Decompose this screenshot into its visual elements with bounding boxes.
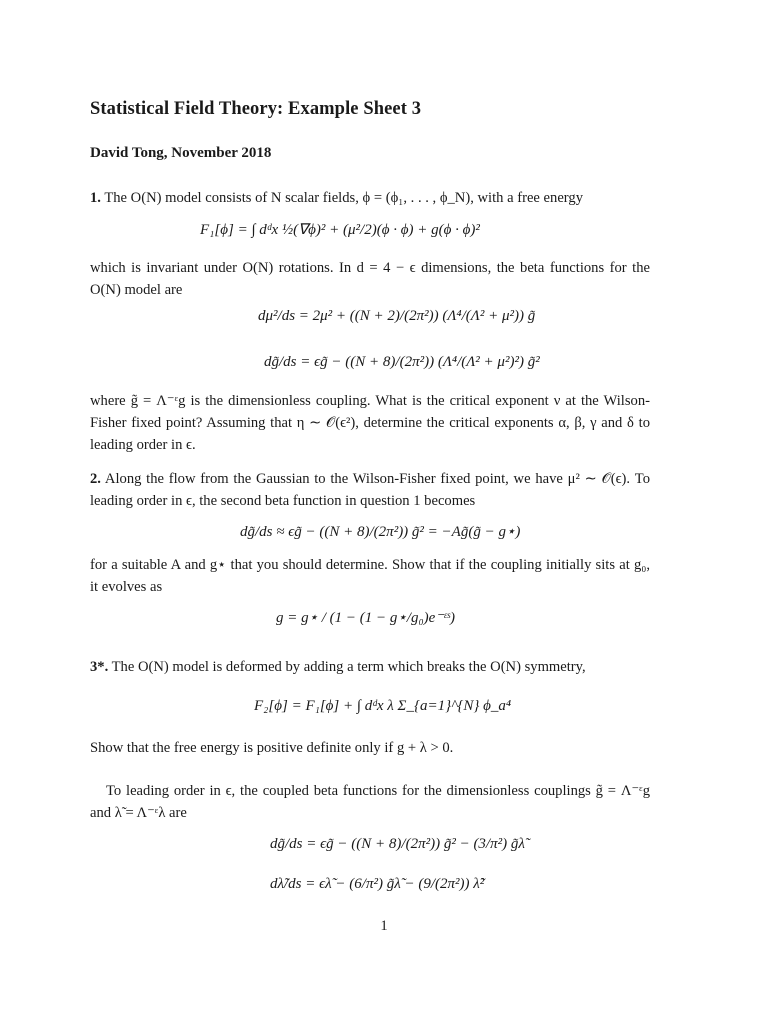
q3-text-1-content: The O(N) model is deformed by adding a term which breaks the O(N) symmetry, bbox=[111, 659, 586, 675]
q3-eq-beta-g: dg̃/ds = ϵg̃ − ((N + 8)/(2π²)) g̃² − (3/π²) g̃λ̃ bbox=[270, 836, 525, 852]
q2-text-1-content: Along the flow from the Gaussian to the Wilson-Fisher fixed point, we have μ² ∼ 𝒪(ϵ). To leading order in ϵ, the second beta function in question 1 becomes bbox=[90, 471, 651, 509]
q1-intro bbox=[90, 187, 650, 209]
q1-eq-beta-g: dg̃/ds = ϵg̃ − ((N + 8)/(2π²)) (Λ⁴/(Λ² + μ²)²) g̃² bbox=[264, 354, 540, 370]
author-line: David Tong, November 2018 bbox=[90, 145, 272, 161]
q2-text-2: for a suitable A and g⋆ that you should determine. Show that if the coupling initially sits at g₀, it evolves as bbox=[90, 557, 650, 595]
q1-number: 1. bbox=[90, 190, 101, 206]
q1-intro-text: The O(N) model consists of N scalar fields, ϕ = (ϕ₁, . . . , ϕ_N), with a free energy bbox=[104, 190, 583, 206]
q2-number: 2. bbox=[90, 471, 101, 487]
q1-eq-free-energy: F₁[ϕ] = ∫ dᵈx ½(∇ϕ)² + (μ²/2)(ϕ · ϕ) + g(ϕ · ϕ)² bbox=[200, 222, 480, 238]
q1-text-1: which is invariant under O(N) rotations. In d = 4 − ϵ dimensions, the beta functions for the O(N) model are bbox=[90, 260, 650, 298]
q3-eq-free-energy: F₂[ϕ] = F₁[ϕ] + ∫ dᵈx λ Σ_{a=1}^{N} ϕ_a⁴ bbox=[254, 698, 512, 714]
page-title: Statistical Field Theory: Example Sheet 3 bbox=[90, 99, 422, 119]
q3-text-1 bbox=[90, 656, 650, 678]
q2-eq-beta: dg̃/ds ≈ ϵg̃ − ((N + 8)/(2π²)) g̃² = −Ag̃(g̃ − g⋆) bbox=[240, 524, 521, 540]
q1-text-2: where g̃ = Λ⁻ᵋg is the dimensionless coupling. What is the critical exponent ν at the Wilson-Fisher fixed point? Assuming that η ∼ 𝒪(ϵ²), determine the critical exponents α, β, γ and δ to leading order in ϵ. bbox=[90, 393, 650, 453]
q3-number: 3*. bbox=[90, 659, 109, 675]
q2-text-1 bbox=[90, 468, 650, 512]
page-number: 1 bbox=[380, 918, 388, 934]
q3-eq-beta-lambda: dλ̃/ds = ϵλ̃ − (6/π²) g̃λ̃ − (9/(2π²)) λ̃² bbox=[270, 876, 485, 892]
q2-eq-flow: g = g⋆ / (1 − (1 − g⋆/g₀)e⁻ᵋˢ) bbox=[276, 610, 455, 626]
q3-text-2: Show that the free energy is positive definite only if g + λ > 0. bbox=[90, 740, 454, 756]
q3-text-3: To leading order in ϵ, the coupled beta functions for the dimensionless couplings g̃ = Λ⁻ᵋg and λ̃ = Λ⁻ᵋλ are bbox=[90, 783, 650, 821]
q1-eq-beta-mu: dμ²/ds = 2μ² + ((N + 2)/(2π²)) (Λ⁴/(Λ² + μ²)) g̃ bbox=[258, 308, 536, 324]
